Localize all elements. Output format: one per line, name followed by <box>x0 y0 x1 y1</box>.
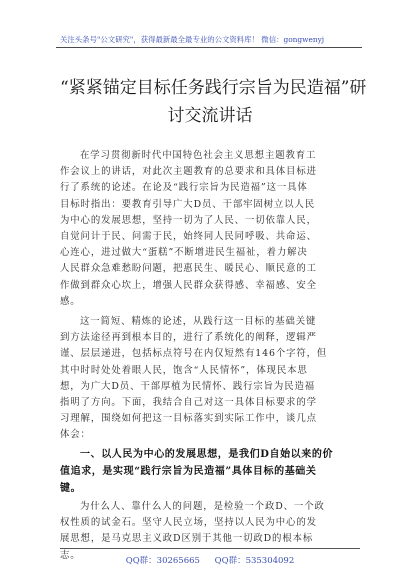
text-line: 其中时时处处着眼人民，饱含“人民情怀”，体现民本思 <box>60 364 308 376</box>
text-line: 人民群众急难愁盼问题，把惠民生、暖民心、顺民意的工 <box>60 263 317 275</box>
text-line: 行了系统的论述。在论及“践行宗旨为民造福”这一具体 <box>60 182 308 194</box>
text-line: 为什么人、靠什么人的问题，是检验一个政D、一个政 <box>80 501 325 512</box>
header-divider <box>56 47 362 48</box>
page-footer <box>60 548 360 568</box>
text-line: 展思想，是马克思主义政D区别于其他一切政D的根本标 <box>60 533 314 545</box>
heading-line: 值追求，是实现“践行宗旨为民造福”具体目标的基础关 <box>60 466 317 477</box>
text-line: 这一简短、精炼的论述，从践行这一目标的基础关键 <box>80 316 317 327</box>
text-line: 感。 <box>60 295 81 307</box>
section-heading-1 <box>60 446 360 497</box>
heading-line: 键。 <box>60 483 82 494</box>
text-line: 作会议上的讲话，对此次主题教育的总要求和具体目标进 <box>60 166 317 178</box>
footer-divider <box>60 548 360 549</box>
paragraph-2 <box>60 314 360 444</box>
text-line: 指明了方向。下面，我结合自己对这一具体目标要求的学 <box>60 397 317 409</box>
header-promo-text: 关注头条号"公文研究"，获得最新最全最专业的公文资料库！ 微信：gongwenyj <box>60 35 325 44</box>
text-line: 心连心，进过做大“蛋糕”不断增进民生福祉，着力解决 <box>60 247 308 259</box>
text-line: 到方法途径再到根本目的，进行了系统化的阐释，逻辑严 <box>60 332 317 344</box>
text-line: 在学习贯彻新时代中国特色社会主义思想主题教育工 <box>80 150 317 161</box>
document-title <box>60 74 367 130</box>
paragraph-1 <box>60 148 360 310</box>
text-line: 目标时指出：要教育引导广大D员、干部牢固树立以人民 <box>60 198 316 210</box>
title-line-2: 讨交流讲话 <box>167 106 253 126</box>
text-line: 为中心的发展思想，坚持一切为了人民、一切依靠人民， <box>60 214 317 226</box>
title-line-1: “紧紧锚定目标任务践行宗旨为民造福”研 <box>60 78 367 98</box>
text-line: 体会： <box>60 429 91 441</box>
heading-line: 一、以人民为中心的发展思想，是我们D自始以来的价 <box>80 449 334 460</box>
text-line: 谨、层层递进，包括标点符号在内仅短然有146个字符，但 <box>60 348 328 360</box>
text-line: 习理解，围绕如何把这一目标落实到实际工作中，谈几点 <box>60 413 317 425</box>
footer-qq-group-2: QQ群：535304092 <box>214 556 295 566</box>
text-line: 自觉问计于民、问需于民，始终同人民同呼吸、共命运、 <box>60 231 317 243</box>
footer-contact <box>60 554 360 566</box>
text-line: 想，为广大D员、干部厚植为民情怀、践行宗旨为民造福 <box>60 380 316 392</box>
footer-qq-group-1: QQ群：30265665 <box>125 556 200 566</box>
text-line: 志。 <box>60 549 81 561</box>
text-line: 权性质的试金石。坚守人民立场，坚持以人民为中心的发 <box>60 517 317 529</box>
text-line: 作做到群众心坎上，增强人民群众获得感、幸福感、安全 <box>60 279 317 291</box>
